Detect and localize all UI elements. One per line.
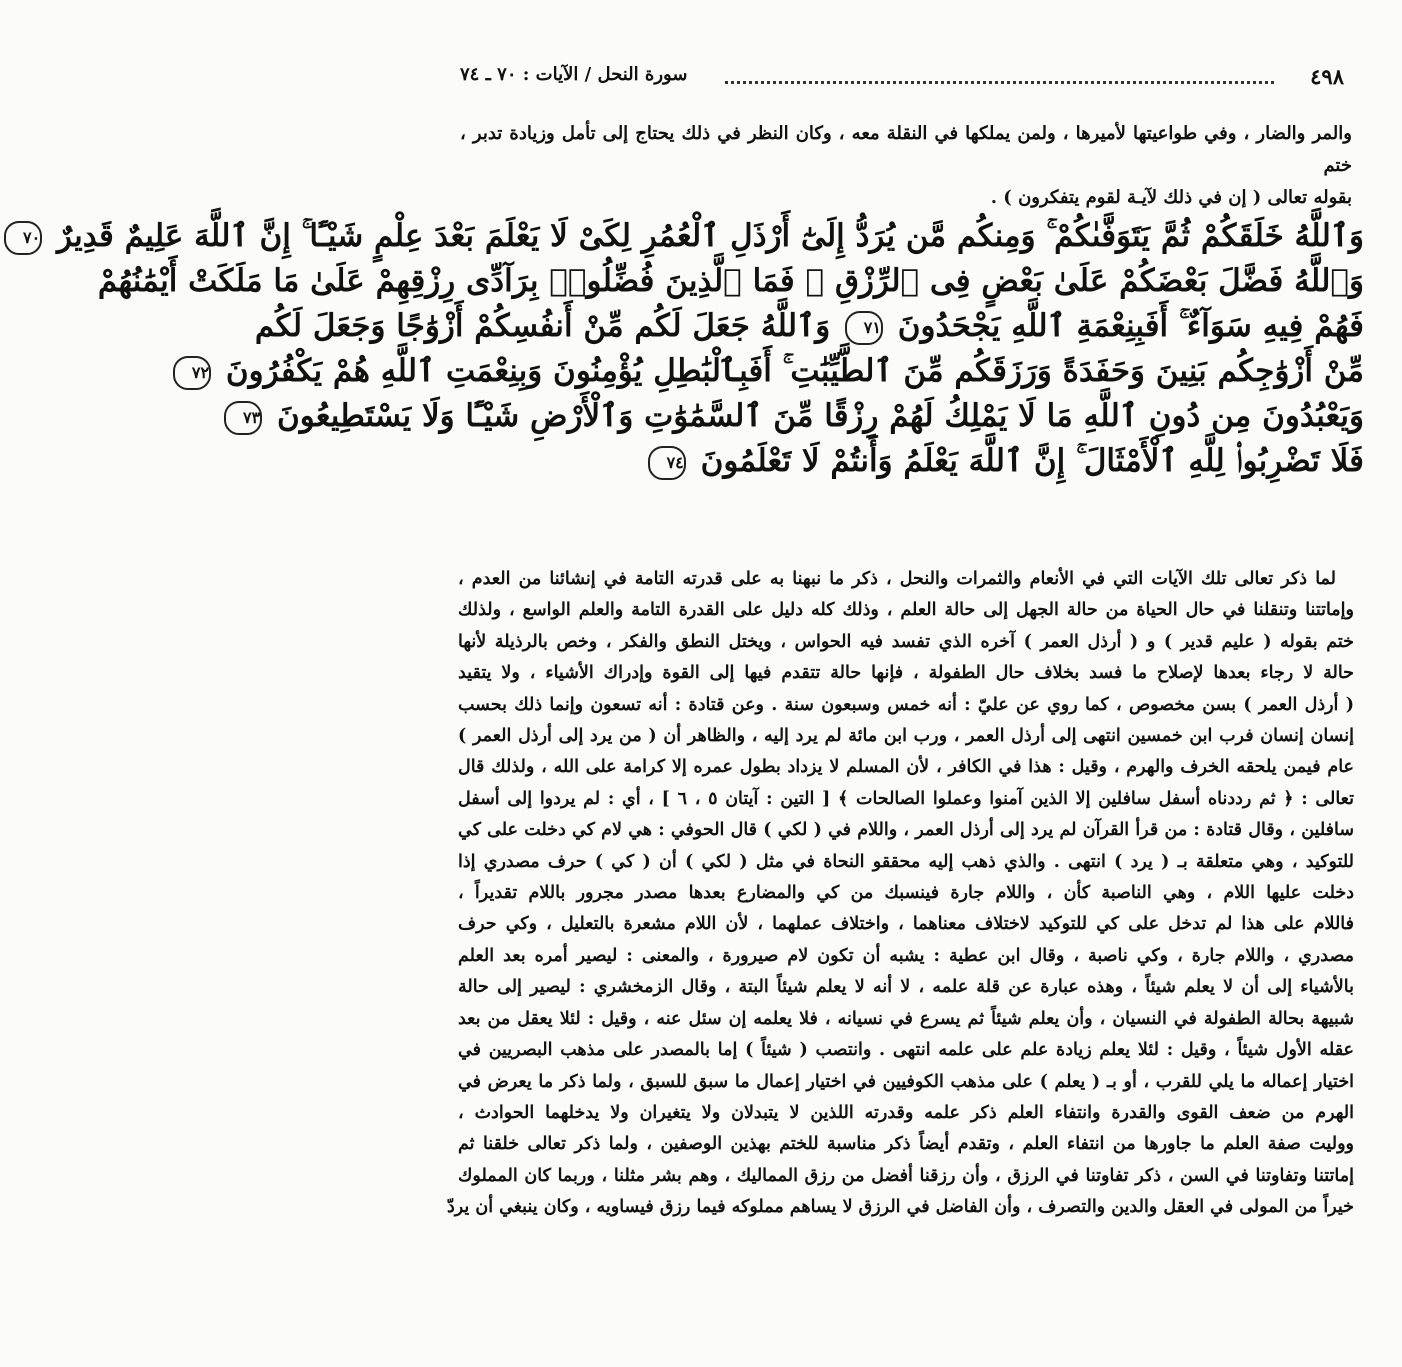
commentary-line: فاللام على هذا لم تدخل على كي للتوكيد لاختلاف معناهما ، واختلاف عملهما ، لأن اللام مشعرة بالتعليل ، وكي حرف: [458, 914, 1354, 935]
verse-text: وَٱللَّهُ فَضَّلَ بَعْضَكُمْ عَلَىٰ بَعْضٍ فِى ٱلرِّزْقِ ۚ فَمَا ٱلَّذِينَ فُضِّلُوا۟ بِرَآدِّى رِزْقِهِمْ عَلَىٰ مَا مَلَكَتْ أَيْمَٰنُهُمْ: [97, 263, 1364, 299]
verse-text: وَٱللَّهُ جَعَلَ لَكُم مِّنْ أَنفُسِكُمْ أَزْوَٰجًا وَجَعَلَ لَكُم: [254, 308, 831, 344]
commentary-line: عام فيمن يلحقه الخرف والهرم ، وقيل : هذا في الكافر ، لأن المسلم لا يزداد بطول عمره إلا كرامة على الله ، ولذلك قال: [458, 757, 1354, 778]
verse-line: [448, 439, 1364, 484]
verse-marker: ٧٣: [224, 401, 262, 435]
verse-marker: ٧٤: [648, 446, 686, 480]
commentary-line: وإماتتنا وتنقلنا في حال الحياة من حالة الجهل إلى حالة العلم ، وذلك كله دليل على القدرة التامة والعلم الواسع ، ولذلك: [458, 600, 1354, 621]
verse-text: فَلَا تَضْرِبُوا۟ لِلَّهِ ٱلْأَمْثَالَ ۚ إِنَّ ٱللَّهَ يَعْلَمُ وَأَنتُمْ لَا تَعْلَمُونَ: [700, 443, 1364, 479]
surah-title: سورة النحل / الآيات : ٧٠ ـ ٧٤: [460, 64, 688, 85]
commentary-line: لما ذكر تعالى تلك الآيات التي في الأنعام والثمرات والنحل ، ذكر ما نبهنا به على قدرته التامة في إنشائنا من العدم ،: [458, 569, 1336, 589]
commentary-line: ووليت صفة العلم ما جاورها من انتفاء العلم ، وتقدم أيضاً ذكر مناسبة للختم بهذين الوصفين ، ولما ذكر تعالى خلقنا ثم: [458, 1134, 1354, 1155]
commentary-line: سافلين ، وقال قتادة : من قرأ القرآن لم يرد إلى أرذل العمر ، واللام في ( لكي ) قال الحوفي : هي لام كي دخلت على كي: [458, 820, 1354, 841]
commentary-line: تعالى : ﴿ ثم رددناه أسفل سافلين إلا الذين آمنوا وعملوا الصالحات ﴾ [ التين : آيتان ٥ ، ٦ ] ، أي : لم يردوا إلى أسفل: [458, 788, 1354, 809]
verse-marker: ٧٢: [173, 356, 211, 390]
verse-line: [243, 394, 1364, 439]
verse-line: [254, 304, 1364, 349]
verse-line: [191, 349, 1364, 394]
intro-line: بقوله تعالى ( إن في ذلك لآيـة لقوم يتفكرون ) .: [990, 187, 1352, 208]
page-header: [460, 64, 1344, 94]
commentary-body: [446, 564, 1354, 1224]
header-dotted-leader: [725, 81, 1274, 84]
verse-line: [23, 214, 1364, 259]
verse-marker: ٧١: [845, 311, 883, 345]
intro-line: والمر والضار ، وفي طواعيتها لأميرها ، ولمن يملكها في النقلة معه ، وكان النظر في ذلك يحتاج إلى تأمل وزيادة تدبر ، ختم: [460, 123, 1352, 176]
verse-text: فَهُمْ فِيهِ سَوَآءٌ ۚ أَفَبِنِعْمَةِ ٱللَّهِ يَجْحَدُونَ: [897, 308, 1364, 344]
commentary-line: إماتتنا وتفاوتنا في السن ، ذكر تفاوتنا في الرزق ، وأن رزقنا أفضل من رزق المماليك ، وهم بشر مثلنا ، وربما كان المملوك: [458, 1165, 1354, 1186]
commentary-line: ختم بقوله ( عليم قدير ) و ( أرذل العمر ) آخره الذي تفسد فيه الحواس ، ويختل النطق والفكر ، وخص بالرذيلة لأنها: [458, 631, 1354, 652]
commentary-line: خيراً من المولى في العقل والدين والتصرف ، وأن الفاضل في الرزق لا يساهم مملوكه فيما رزق فيساويه ، وكان ينبغي أن يردّ: [446, 1197, 1354, 1218]
commentary-line: بالأشياء إلى أن لا يعلم شيئاً ، وهذه عبارة عن قلة علمه ، لا أنه لا يعلم شيئاً البتة ، وقال الزمخشري : ليصير إلى حالة: [458, 977, 1354, 998]
verse-marker: ٧٠: [4, 221, 42, 255]
commentary-line: اختيار إعماله ما يلي للقرب ، أو بـ ( يعلم ) على مذهب الكوفيين في اختيار إعمال ما سبق للسبق ، ولما ذكر ما يعرض في: [458, 1071, 1354, 1092]
commentary-line: دخلت عليها اللام ، وهي الناصبة كأن ، واللام جارة فينسبك من كي والمضارع بعدها مصدر مجرور باللام تقديراً ،: [458, 883, 1354, 904]
quran-verses: [23, 214, 1364, 484]
commentary-line: حالة لا رجاء بعدها لإصلاح ما فسد بخلاف حال الطفولة ، فإنها حالة تتقدم فيها إلى القوة وإدراك الأشياء ، ولا يتقيد: [458, 663, 1354, 684]
commentary-line: عقله الأول شيئاً ، وقيل : لئلا يعلم زيادة علم على علمه انتهى . وانتصب ( شيئاً ) إما بالمصدر على مذهب البصريين في: [458, 1040, 1354, 1061]
intro-paragraph: [460, 118, 1352, 214]
commentary-line: إنسان إنسان فرب ابن خمسين انتهى إلى أرذل العمر ، ورب ابن مائة لم يرد إليه ، والظاهر أن ( من يرد إلى أرذل العمر ): [458, 726, 1354, 747]
commentary-line: شبيهة بحالة الطفولة في النسيان ، وأن يعلم شيئاً ثم يسرع في نسيانه ، فلا يعلمه إن سئل عنه ، وقيل : لئلا يعقل من بعد: [458, 1008, 1354, 1029]
commentary-line: ( أرذل العمر ) بسن مخصوص ، كما روي عن عليّ : أنه خمس وسبعون سنة . وعن قتادة : أنه تسعون وإنما ذلك بحسب: [458, 694, 1354, 715]
verse-text: وَيَعْبُدُونَ مِن دُونِ ٱللَّهِ مَا لَا يَمْلِكُ لَهُمْ رِزْقًا مِّنَ ٱلسَّمَٰوَٰتِ وَٱلْأَرْضِ شَيْـًٔا وَلَا يَسْتَطِيعُونَ: [277, 398, 1364, 434]
book-page: [23, 0, 1402, 1367]
commentary-line: الهرم من ضعف القوى والقدرة وانتفاء العلم ذكر علمه وقدرته اللذين لا يتبدلان ولا يتغيران ولا يدخلهما الحوادث ،: [458, 1102, 1354, 1123]
verse-text: وَٱللَّهُ خَلَقَكُمْ ثُمَّ يَتَوَفَّىٰكُمْ ۚ وَمِنكُم مَّن يُرَدُّ إِلَىٰٓ أَرْذَلِ ٱلْعُمُرِ لِكَىْ لَا يَعْلَمَ بَعْدَ عِلْمٍ شَيْـًٔا ۚ إِنَّ ٱللَّهَ عَلِيمٌ قَدِيرٌ: [57, 218, 1364, 254]
verse-line: [97, 259, 1364, 304]
page-number: ٤٩٨: [1310, 64, 1344, 89]
verse-text: مِّنْ أَزْوَٰجِكُم بَنِينَ وَحَفَدَةً وَرَزَقَكُم مِّنَ ٱلطَّيِّبَٰتِ ۚ أَفَبِٱلْبَٰطِلِ يُؤْمِنُونَ وَبِنِعْمَتِ ٱللَّهِ هُمْ يَكْفُرُونَ: [225, 353, 1364, 389]
commentary-line: للتوكيد ، وهي متعلقة بـ ( يرد ) انتهى . والذي ذهب إليه محققو النحاة في مثل ( لكي ) أن ( كي ) حرف مصدري إذا: [458, 851, 1354, 872]
commentary-line: مصدري ، واللام جارة ، وكي ناصبة ، وقال ابن عطية : يشبه أن تكون لام صيرورة ، والمعنى : ليصير أمره بعد العلم: [458, 945, 1354, 966]
